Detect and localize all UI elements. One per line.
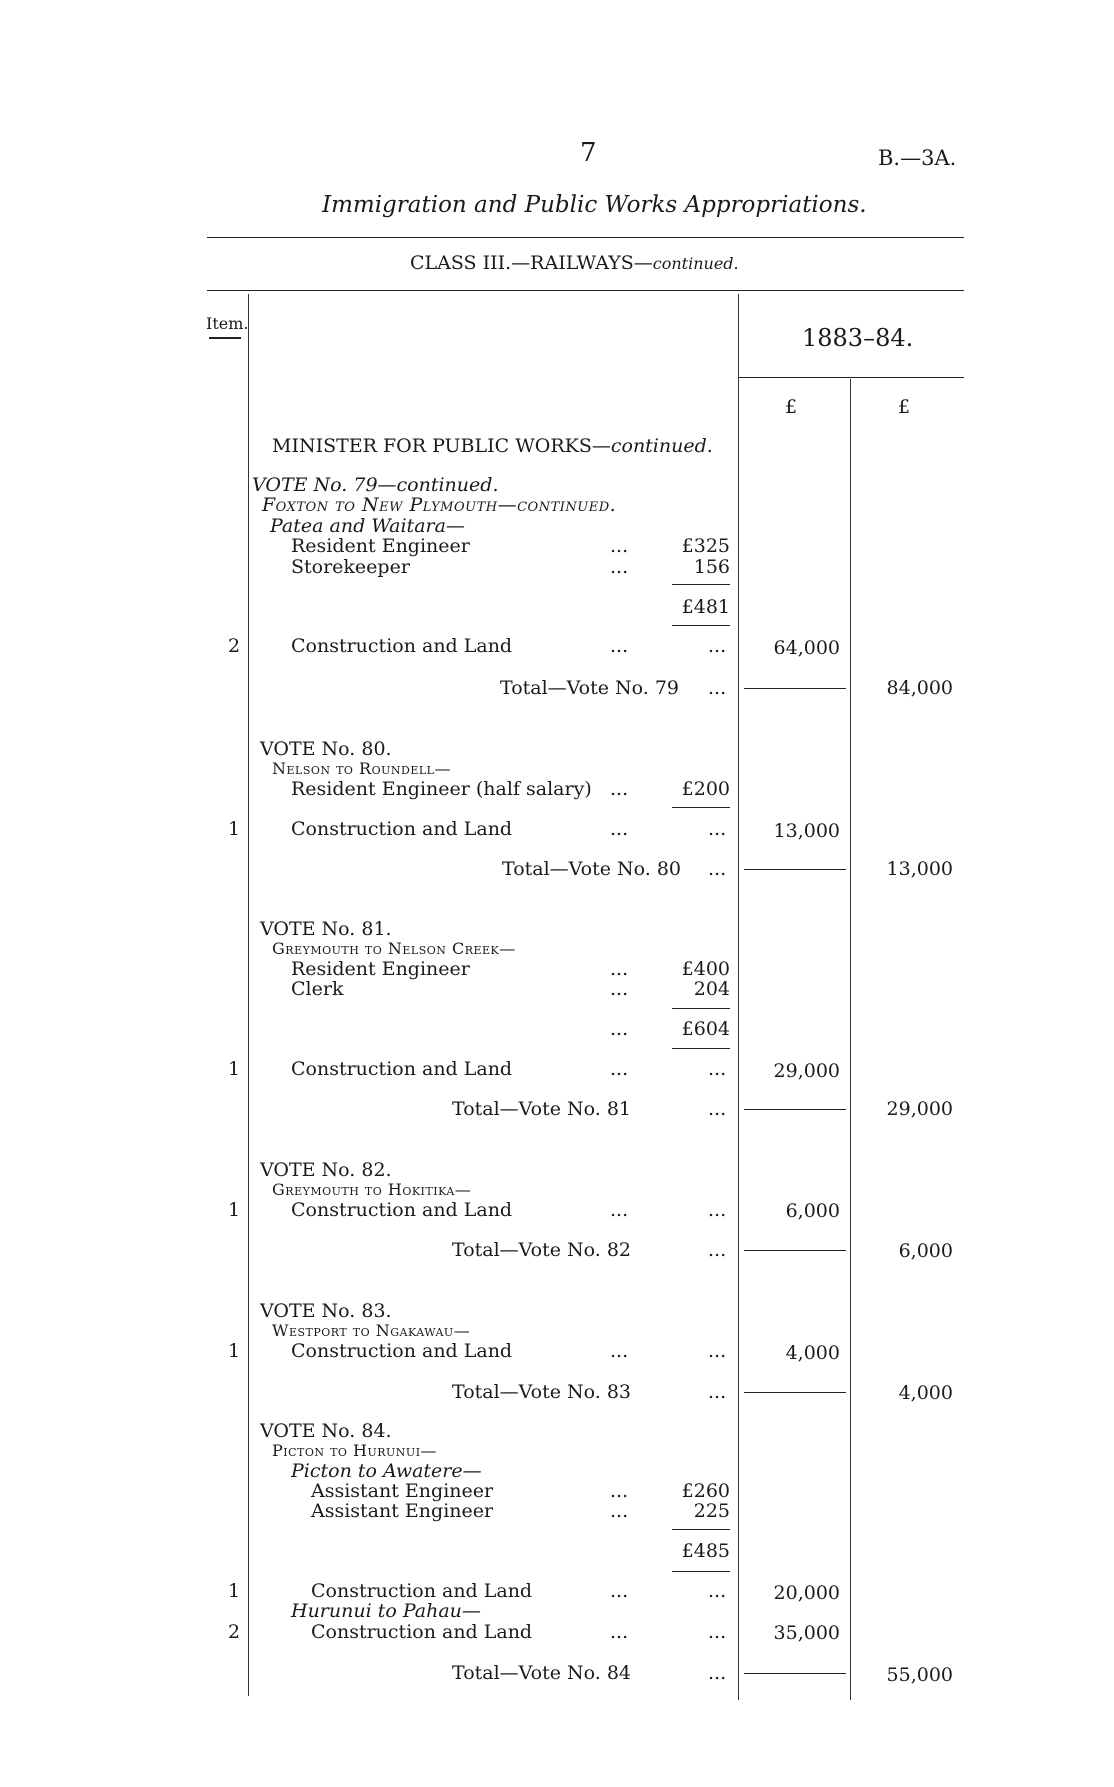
vote-81-subtotal-dots: ... xyxy=(610,1018,629,1040)
vote-80-total-label: Total—Vote No. 80 xyxy=(502,858,681,880)
item-header-underline xyxy=(209,337,241,339)
vote-80-total-amount: 13,000 xyxy=(886,858,953,880)
vote-79-staff-amount: £325 xyxy=(681,535,730,557)
vote-81-total-dots: ... xyxy=(708,1098,727,1120)
vote-83-line: Westport to Ngakawau— xyxy=(272,1321,471,1340)
vote-84-item-dots: ... xyxy=(610,1621,629,1643)
year-column-rule-left xyxy=(738,294,739,1700)
class-heading xyxy=(410,252,739,274)
vote-81-item-dots: ... xyxy=(610,1058,629,1080)
vote-84-staff-amount: £260 xyxy=(681,1480,730,1502)
vote-79-section: Patea and Waitara— xyxy=(270,515,465,537)
document-reference: B.—3A. xyxy=(878,146,957,170)
page-number: 7 xyxy=(580,138,597,168)
vote-81-staff-dots: ... xyxy=(610,978,629,1000)
vote-84-total-dash xyxy=(744,1673,846,1674)
vote-83-total-label: Total—Vote No. 83 xyxy=(452,1381,631,1403)
vote-81-staff-label: Clerk xyxy=(291,978,344,1000)
vote-79-staff-label: Storekeeper xyxy=(291,556,410,578)
vote-83-item-number: 1 xyxy=(228,1340,241,1362)
page-title: Immigration and Public Works Appropriations. xyxy=(322,192,867,218)
vote-82-item-dots: ... xyxy=(610,1199,629,1221)
vote-81-total-label: Total—Vote No. 81 xyxy=(452,1098,631,1120)
vote-82-heading: VOTE No. 82. xyxy=(260,1159,392,1181)
vote-79-total-dots: ... xyxy=(708,677,727,699)
vote-81-item-number: 1 xyxy=(228,1058,241,1080)
vote-84-staff-label: Assistant Engineer xyxy=(311,1500,494,1522)
vote-80-staff-amount: £200 xyxy=(681,778,730,800)
vote-83-item-label: Construction and Land xyxy=(291,1340,513,1362)
vote-82-item-label: Construction and Land xyxy=(291,1199,513,1221)
vote-84-total-amount: 55,000 xyxy=(886,1664,953,1686)
vote-81-item-label: Construction and Land xyxy=(291,1058,513,1080)
vote-84-line: Picton to Hurunui— xyxy=(272,1441,438,1460)
vote-84-subtotal-underline xyxy=(672,1571,730,1572)
vote-79-subtotal-underline xyxy=(672,625,730,626)
vote-79-item-amount: 64,000 xyxy=(773,637,840,659)
vote-79-line: Foxton to New Plymouth—continued. xyxy=(262,494,617,516)
year-column-header: 1883–84. xyxy=(802,324,914,352)
vote-80-item-dots: ... xyxy=(708,818,727,840)
vote-79-subtotal-rule xyxy=(672,584,730,585)
item-column-header: Item. xyxy=(206,314,249,333)
vote-84-item-amount: 35,000 xyxy=(773,1622,840,1644)
vote-84-item-dots: ... xyxy=(610,1580,629,1602)
vote-79-staff-amount: 156 xyxy=(693,556,730,578)
vote-84-item-label: Construction and Land xyxy=(311,1621,533,1643)
vote-84-staff-amount: 225 xyxy=(693,1500,730,1522)
vote-79-total-amount: 84,000 xyxy=(886,677,953,699)
minister-heading-main: MINISTER FOR PUBLIC WORKS— xyxy=(272,435,611,457)
vote-79-subtotal: £481 xyxy=(681,596,730,618)
vote-82-total-dots: ... xyxy=(708,1239,727,1261)
vote-83-total-dash xyxy=(744,1392,846,1393)
vote-83-item-amount: 4,000 xyxy=(785,1342,840,1364)
vote-84-subtotal-rule xyxy=(672,1529,730,1530)
vote-84-item-dots: ... xyxy=(708,1580,727,1602)
vote-84-section: Picton to Awatere— xyxy=(291,1460,482,1482)
vote-79-item-label: Construction and Land xyxy=(291,635,513,657)
header-rule xyxy=(207,237,964,238)
vote-83-total-dots: ... xyxy=(708,1381,727,1403)
vote-84-heading: VOTE No. 84. xyxy=(260,1420,392,1442)
vote-79-item-dots: ... xyxy=(708,635,727,657)
vote-83-heading: VOTE No. 83. xyxy=(260,1300,392,1322)
vote-80-total-dots: ... xyxy=(708,858,727,880)
vote-81-line: Greymouth to Nelson Creek— xyxy=(272,939,516,958)
vote-81-item-amount: 29,000 xyxy=(773,1060,840,1082)
vote-82-total-amount: 6,000 xyxy=(898,1240,953,1262)
vote-81-staff-dots: ... xyxy=(610,958,629,980)
year-header-rule xyxy=(738,377,964,378)
vote-82-item-dots: ... xyxy=(708,1199,727,1221)
minister-heading-continued: continued. xyxy=(610,435,713,457)
vote-84-staff-label: Assistant Engineer xyxy=(311,1480,494,1502)
vote-83-total-amount: 4,000 xyxy=(898,1382,953,1404)
vote-79-staff-dots: ... xyxy=(610,556,629,578)
vote-81-staff-amount: 204 xyxy=(693,978,730,1000)
vote-80-staff-label: Resident Engineer (half salary) xyxy=(291,778,592,800)
class-heading-main: CLASS III.—RAILWAYS— xyxy=(410,252,653,274)
vote-81-total-amount: 29,000 xyxy=(886,1098,953,1120)
minister-heading xyxy=(272,435,713,457)
vote-84-item-amount: 20,000 xyxy=(773,1582,840,1604)
vote-84-subtotal: £485 xyxy=(681,1540,730,1562)
vote-81-total-dash xyxy=(744,1109,846,1110)
vote-84-item-dots: ... xyxy=(708,1621,727,1643)
table-top-rule xyxy=(207,290,964,291)
vote-79-heading: VOTE No. 79—continued. xyxy=(252,474,499,496)
vote-83-item-dots: ... xyxy=(708,1340,727,1362)
vote-80-total-dash xyxy=(744,869,846,870)
pound-sign-col1: £ xyxy=(785,396,798,418)
vote-81-item-dots: ... xyxy=(708,1058,727,1080)
vote-82-total-dash xyxy=(744,1250,846,1251)
vote-84-item-number: 2 xyxy=(228,1621,241,1643)
vote-84-section: Hurunui to Pahau— xyxy=(291,1600,481,1622)
vote-79-staff-dots: ... xyxy=(610,535,629,557)
vote-81-heading: VOTE No. 81. xyxy=(260,918,392,940)
vote-84-item-number: 1 xyxy=(228,1580,241,1602)
vote-80-heading: VOTE No. 80. xyxy=(260,738,392,760)
vote-84-total-label: Total—Vote No. 84 xyxy=(452,1662,631,1684)
vote-84-staff-dots: ... xyxy=(610,1500,629,1522)
vote-80-item-dots: ... xyxy=(610,818,629,840)
vote-82-line: Greymouth to Hokitika— xyxy=(272,1180,472,1199)
vote-82-item-number: 1 xyxy=(228,1199,241,1221)
vote-80-item-amount: 13,000 xyxy=(773,820,840,842)
class-heading-continued: continued. xyxy=(652,254,739,273)
vote-80-staff-dots: ... xyxy=(610,778,629,800)
vote-84-item-label: Construction and Land xyxy=(311,1580,533,1602)
vote-79-item-number: 2 xyxy=(228,635,241,657)
vote-84-total-dots: ... xyxy=(708,1662,727,1684)
vote-83-item-dots: ... xyxy=(610,1340,629,1362)
vote-81-subtotal-underline xyxy=(672,1048,730,1049)
vote-79-total-dash xyxy=(744,688,846,689)
vote-81-subtotal: £604 xyxy=(681,1018,730,1040)
vote-79-staff-label: Resident Engineer xyxy=(291,535,470,557)
pound-sign-col2: £ xyxy=(898,396,911,418)
vote-80-subtotal-underline xyxy=(672,807,730,808)
vote-82-item-amount: 6,000 xyxy=(785,1200,840,1222)
year-column-rule-mid xyxy=(850,379,851,1700)
vote-79-item-dots: ... xyxy=(610,635,629,657)
vote-84-staff-dots: ... xyxy=(610,1480,629,1502)
vote-80-item-label: Construction and Land xyxy=(291,818,513,840)
vote-79-total-label: Total—Vote No. 79 xyxy=(500,677,679,699)
vote-80-line: Nelson to Roundell— xyxy=(272,759,451,778)
vote-81-subtotal-rule xyxy=(672,1008,730,1009)
vote-81-staff-label: Resident Engineer xyxy=(291,958,470,980)
vote-80-item-number: 1 xyxy=(228,818,241,840)
vote-82-total-label: Total—Vote No. 82 xyxy=(452,1239,631,1261)
item-column-rule xyxy=(248,294,249,1696)
vote-81-staff-amount: £400 xyxy=(681,958,730,980)
